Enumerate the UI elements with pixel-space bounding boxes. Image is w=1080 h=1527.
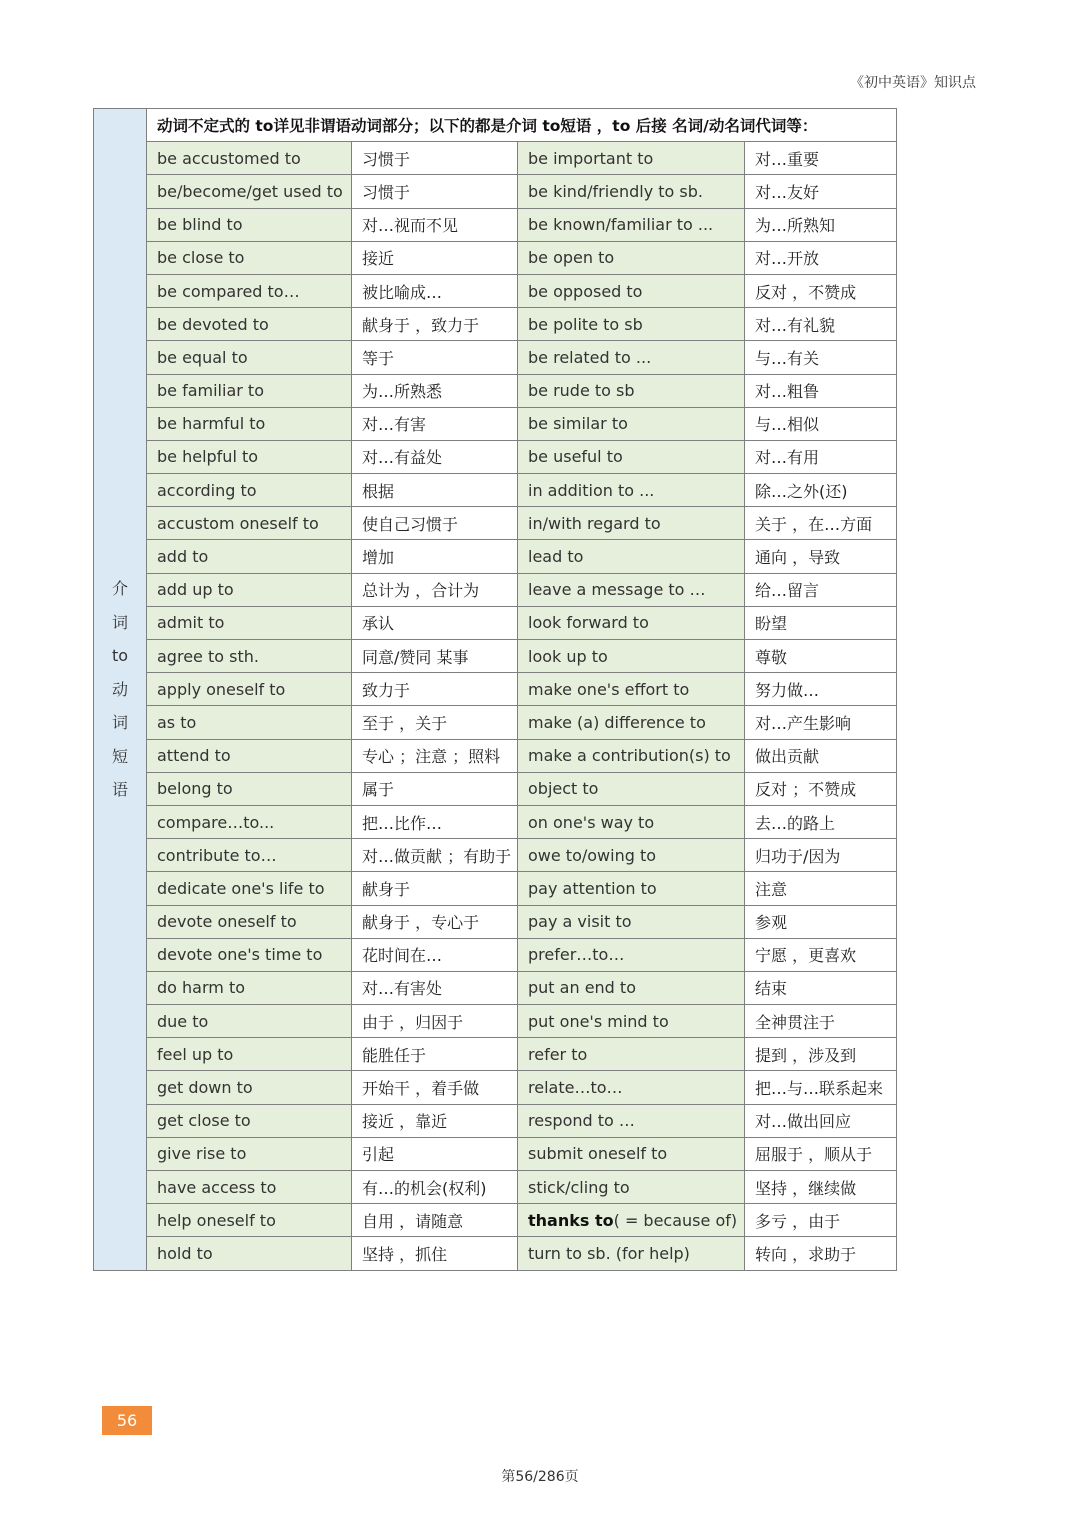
phrase-en: belong to	[147, 772, 352, 805]
phrase-zh: 通向 ，导致	[745, 540, 897, 573]
phrase-en: pay attention to	[518, 872, 745, 905]
phrase-en: be devoted to	[147, 308, 352, 341]
phrase-en: be related to ...	[518, 341, 745, 374]
phrase-zh: 归功于/因为	[745, 839, 897, 872]
phrase-zh: 等于	[352, 341, 518, 374]
table-row	[94, 374, 897, 407]
phrase-zh: 对…友好	[745, 175, 897, 208]
phrase-zh: 对…有害	[352, 407, 518, 440]
phrase-zh: 反对 ，不赞成	[745, 274, 897, 307]
phrase-zh: 对…开放	[745, 241, 897, 274]
table-row	[94, 1104, 897, 1137]
phrase-en: leave a message to …	[518, 573, 745, 606]
phrase-en: devote oneself to	[147, 905, 352, 938]
table-row	[94, 274, 897, 307]
phrase-en: make one's effort to	[518, 673, 745, 706]
phrase-zh: 对…有礼貌	[745, 308, 897, 341]
phrase-zh: 对…视而不见	[352, 208, 518, 241]
phrase-zh: 接近 ，靠近	[352, 1104, 518, 1137]
phrase-zh: 开始干 ，着手做	[352, 1071, 518, 1104]
phrase-en: turn to sb. (for help)	[518, 1237, 745, 1270]
phrase-en: attend to	[147, 739, 352, 772]
table-row	[94, 142, 897, 175]
side-label-char: 语	[111, 780, 128, 800]
phrase-zh: 花时间在…	[352, 938, 518, 971]
phrase-zh: 把…与…联系起来	[745, 1071, 897, 1104]
phrase-en: look forward to	[518, 606, 745, 639]
phrase-zh: 坚持 ，继续做	[745, 1171, 897, 1204]
phrase-zh: 承认	[352, 606, 518, 639]
side-label	[110, 572, 130, 807]
page-number-badge: 56	[102, 1406, 152, 1435]
phrase-en: add up to	[147, 573, 352, 606]
phrase-en: prefer…to…	[518, 938, 745, 971]
phrase-zh: 为…所熟知	[745, 208, 897, 241]
side-label-char: 词	[111, 612, 128, 632]
phrase-en: due to	[147, 1005, 352, 1038]
table-row	[94, 175, 897, 208]
side-label-char: 介	[111, 579, 128, 599]
page-counter: 第56/286页	[501, 1469, 579, 1485]
phrase-zh: 屈服于 ，顺从于	[745, 1137, 897, 1170]
phrase-en: agree to sth.	[147, 640, 352, 673]
phrase-zh: 坚持 ，抓住	[352, 1237, 518, 1270]
phrase-zh: 努力做…	[745, 673, 897, 706]
phrase-en: devote one's time to	[147, 938, 352, 971]
phrase-zh: 注意	[745, 872, 897, 905]
phrase-zh: 被比喻成…	[352, 274, 518, 307]
phrase-zh: 全神贯注于	[745, 1005, 897, 1038]
phrase-en: according to	[147, 474, 352, 507]
phrase-zh: 做出贡献	[745, 739, 897, 772]
phrase-en: admit to	[147, 606, 352, 639]
phrase-zh: 对…重要	[745, 142, 897, 175]
table-row	[94, 805, 897, 838]
phrase-en: get down to	[147, 1071, 352, 1104]
phrase-zh: 接近	[352, 241, 518, 274]
phrase-zh: 转向 ，求助于	[745, 1237, 897, 1270]
phrase-en: add to	[147, 540, 352, 573]
phrase-en: refer to	[518, 1038, 745, 1071]
phrase-zh: 自用 ，请随意	[352, 1204, 518, 1237]
table-row	[94, 208, 897, 241]
table-row	[94, 507, 897, 540]
phrase-zh: 对…产生影响	[745, 706, 897, 739]
side-label-char: to	[111, 646, 129, 666]
phrase-zh: 除…之外(还)	[745, 474, 897, 507]
phrase-en: be helpful to	[147, 440, 352, 473]
table-header: 动词不定式的 to详见非谓语动词部分；以下的都是介词 to短语 ，to 后接 名词/动名词代词等：	[147, 109, 897, 142]
phrase-en: do harm to	[147, 971, 352, 1004]
phrase-zh: 对…有用	[745, 440, 897, 473]
phrase-en: as to	[147, 706, 352, 739]
phrase-zh: 增加	[352, 540, 518, 573]
table-row	[94, 905, 897, 938]
table-row	[94, 673, 897, 706]
table-row	[94, 1237, 897, 1270]
phrase-en: pay a visit to	[518, 905, 745, 938]
phrase-zh: 有…的机会(权利)	[352, 1171, 518, 1204]
phrase-zh: 为…所熟悉	[352, 374, 518, 407]
phrase-en: in addition to ...	[518, 474, 745, 507]
phrase-zh: 同意/赞同 某事	[352, 640, 518, 673]
phrase-en: help oneself to	[147, 1204, 352, 1237]
phrase-en: be kind/friendly to sb.	[518, 175, 745, 208]
phrase-en: be compared to…	[147, 274, 352, 307]
phrase-zh: 专心 ；注意 ；照料	[352, 739, 518, 772]
table-row	[94, 938, 897, 971]
phrase-en: get close to	[147, 1104, 352, 1137]
phrase-en: make (a) difference to	[518, 706, 745, 739]
phrase-en: look up to	[518, 640, 745, 673]
table-row	[94, 407, 897, 440]
phrase-en: be rude to sb	[518, 374, 745, 407]
phrase-zh: 反对 ；不赞成	[745, 772, 897, 805]
table-row	[94, 308, 897, 341]
phrase-en: stick/cling to	[518, 1171, 745, 1204]
phrase-zh: 提到 ，涉及到	[745, 1038, 897, 1071]
phrase-en: be close to	[147, 241, 352, 274]
phrase-en: on one's way to	[518, 805, 745, 838]
phrase-zh: 由于 ，归因于	[352, 1005, 518, 1038]
table-row	[94, 1071, 897, 1104]
phrase-en: accustom oneself to	[147, 507, 352, 540]
phrase-zh: 盼望	[745, 606, 897, 639]
phrase-en: relate…to…	[518, 1071, 745, 1104]
phrase-en: hold to	[147, 1237, 352, 1270]
phrase-en: be equal to	[147, 341, 352, 374]
phrase-en: be open to	[518, 241, 745, 274]
phrase-en: submit oneself to	[518, 1137, 745, 1170]
phrase-en: make a contribution(s) to	[518, 739, 745, 772]
phrase-zh: 对…粗鲁	[745, 374, 897, 407]
table-row	[94, 739, 897, 772]
table-row	[94, 606, 897, 639]
phrase-zh: 与…有关	[745, 341, 897, 374]
phrase-zh: 对…做贡献 ；有助于	[352, 839, 518, 872]
table-row	[94, 440, 897, 473]
phrase-en: put one's mind to	[518, 1005, 745, 1038]
phrase-zh: 总计为 ，合计为	[352, 573, 518, 606]
phrase-zh: 把…比作…	[352, 805, 518, 838]
phrase-en: be accustomed to	[147, 142, 352, 175]
phrase-en: have access to	[147, 1171, 352, 1204]
phrase-en: lead to	[518, 540, 745, 573]
phrase-en: contribute to…	[147, 839, 352, 872]
phrase-zh: 多亏 ，由于	[745, 1204, 897, 1237]
phrase-en: be/become/get used to	[147, 175, 352, 208]
table-row	[94, 1204, 897, 1237]
document-title: 《初中英语》知识点	[850, 75, 976, 91]
table-row	[94, 1137, 897, 1170]
table-row	[94, 540, 897, 573]
table-row	[94, 1171, 897, 1204]
phrase-zh: 献身于 ，专心于	[352, 905, 518, 938]
phrase-zh: 使自己习惯于	[352, 507, 518, 540]
table-row	[94, 971, 897, 1004]
phrase-zh: 献身于 ，致力于	[352, 308, 518, 341]
table-row	[94, 573, 897, 606]
phrase-en: compare…to...	[147, 805, 352, 838]
phrase-en: be polite to sb	[518, 308, 745, 341]
side-label-cell	[94, 109, 147, 1271]
phrase-en	[518, 1204, 745, 1237]
phrase-en: give rise to	[147, 1137, 352, 1170]
phrase-en: be important to	[518, 142, 745, 175]
table-row	[94, 706, 897, 739]
table-row	[94, 1038, 897, 1071]
phrase-en-bold: thanks to	[528, 1210, 614, 1230]
phrase-zh: 与…相似	[745, 407, 897, 440]
phrase-en-note: ( = because of)	[613, 1210, 738, 1230]
table-row	[94, 474, 897, 507]
phrase-zh: 致力于	[352, 673, 518, 706]
phrase-en: apply oneself to	[147, 673, 352, 706]
phrase-en: be familiar to	[147, 374, 352, 407]
phrase-en: owe to/owing to	[518, 839, 745, 872]
vocabulary-table	[93, 108, 897, 1271]
table-row	[94, 839, 897, 872]
phrase-zh: 习惯于	[352, 142, 518, 175]
phrase-zh: 去…的路上	[745, 805, 897, 838]
phrase-en: be known/familiar to ...	[518, 208, 745, 241]
table-header-row	[94, 109, 897, 142]
phrase-en: in/with regard to	[518, 507, 745, 540]
phrase-en: be blind to	[147, 208, 352, 241]
phrase-en: be opposed to	[518, 274, 745, 307]
table-row	[94, 772, 897, 805]
phrase-zh: 关于 ，在…方面	[745, 507, 897, 540]
phrase-zh: 对…做出回应	[745, 1104, 897, 1137]
phrase-en: be useful to	[518, 440, 745, 473]
phrase-zh: 参观	[745, 905, 897, 938]
phrase-zh: 给…留言	[745, 573, 897, 606]
table-row	[94, 1005, 897, 1038]
phrase-zh: 结束	[745, 971, 897, 1004]
table-row	[94, 341, 897, 374]
side-label-char: 词	[111, 713, 128, 733]
side-label-char: 动	[111, 679, 128, 699]
phrase-zh: 对…有益处	[352, 440, 518, 473]
phrase-en: object to	[518, 772, 745, 805]
phrase-zh: 能胜任于	[352, 1038, 518, 1071]
phrase-en: be similar to	[518, 407, 745, 440]
phrase-en: feel up to	[147, 1038, 352, 1071]
phrase-zh: 对…有害处	[352, 971, 518, 1004]
phrase-zh: 根据	[352, 474, 518, 507]
phrase-zh: 尊敬	[745, 640, 897, 673]
phrase-zh: 引起	[352, 1137, 518, 1170]
table-row	[94, 241, 897, 274]
phrase-en: dedicate one's life to	[147, 872, 352, 905]
phrase-en: respond to …	[518, 1104, 745, 1137]
side-label-char: 短	[111, 746, 128, 766]
phrase-zh: 至于 ，关于	[352, 706, 518, 739]
phrase-en: be harmful to	[147, 407, 352, 440]
phrase-zh: 宁愿 ，更喜欢	[745, 938, 897, 971]
table-row	[94, 640, 897, 673]
phrase-zh: 习惯于	[352, 175, 518, 208]
table-row	[94, 872, 897, 905]
phrase-zh: 献身于	[352, 872, 518, 905]
phrase-zh: 属于	[352, 772, 518, 805]
phrase-en: put an end to	[518, 971, 745, 1004]
